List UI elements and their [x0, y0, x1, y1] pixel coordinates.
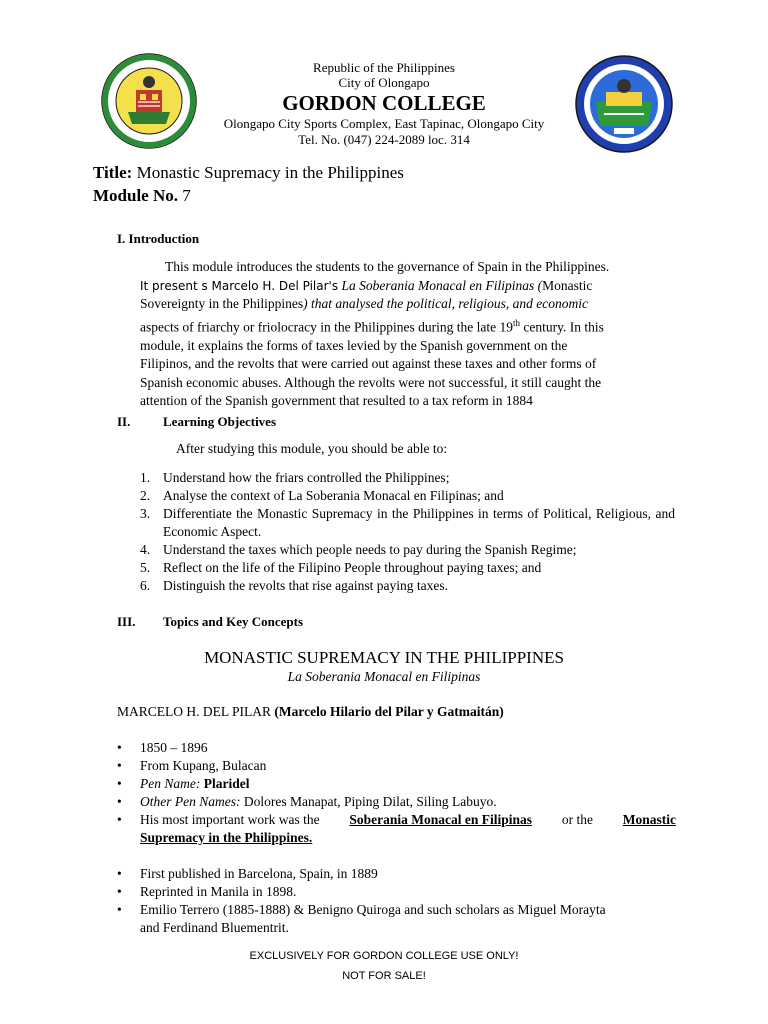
module-label: Module No.	[93, 186, 178, 205]
objective-text: Analyse the context of La Soberania Monacal en Filipinas; and	[163, 488, 504, 503]
header-college-name: GORDON COLLEGE	[282, 91, 486, 115]
intro-paragraph	[140, 258, 676, 411]
header-city: City of Olongapo	[338, 75, 430, 90]
bullet-other-pen-names: Other Pen Names: Dolores Manapat, Piping Dilat, Siling Labuyo.	[140, 794, 497, 809]
work-english-title: Supremacy in the Philippines.	[140, 830, 313, 845]
module-value: 7	[182, 186, 191, 205]
bullet-years: 1850 – 1896	[140, 740, 208, 755]
objective-number: 3.	[140, 506, 151, 521]
title-line	[93, 163, 404, 183]
objective-text: Distinguish the revolts that rise against paying taxes.	[163, 578, 448, 593]
intro-line-4: aspects of friarchy or friolocracy in the Philippines during the late 19th century. In this	[140, 317, 604, 334]
intro-line-2: It present s Marcelo H. Del Pilar's La Soberania Monacal en Filipinas (Monastic	[140, 277, 593, 293]
objective-text: Understand the taxes which people needs to pay during the Spanish Regime;	[163, 542, 577, 557]
bullet-dot: •	[117, 740, 122, 755]
title-label: Title:	[93, 163, 133, 182]
intro-line-5: module, it explains the forms of taxes levied by the Spanish government on the	[140, 337, 568, 353]
header-republic: Republic of the Philippines	[313, 60, 455, 75]
objective-text: Understand how the friars controlled the Philippines;	[163, 470, 450, 485]
bullet-dot: •	[117, 902, 122, 917]
objective-number: 6.	[140, 578, 151, 593]
bullet-dot: •	[117, 884, 122, 899]
bullet-reprinted: Reprinted in Manila in 1898.	[140, 884, 297, 899]
intro-line-6: Filipinos, and the revolts that were carried out against these taxes and other forms of	[140, 356, 597, 371]
header-address: Olongapo City Sports Complex, East Tapinac, Olongapo City	[223, 116, 545, 131]
bullet-important-work: His most important work was the Soberania Monacal en Filipinas or the Monastic Supremacy in the Philippines.	[140, 812, 676, 845]
bullet-dot: •	[117, 794, 122, 809]
bullet-dot: •	[117, 776, 122, 791]
bullet-first-published: First published in Barcelona, Spain, in 1889	[140, 866, 378, 881]
topic-main-title: MONASTIC SUPREMACY IN THE PHILIPPINES	[204, 648, 564, 667]
footer-exclusive-notice: EXCLUSIVELY FOR GORDON COLLEGE USE ONLY!	[249, 950, 519, 962]
author-line	[117, 703, 504, 721]
objectives-heading: Learning Objectives	[163, 414, 277, 429]
objective-number: 1.	[140, 470, 151, 485]
work-title-link: Soberania Monacal en Filipinas	[349, 812, 533, 827]
author-name: MARCELO H. DEL PILAR	[117, 704, 271, 719]
author-full-name: (Marcelo Hilario del Pilar y Gatmaitán)	[274, 704, 504, 719]
title-value: Monastic Supremacy in the Philippines	[136, 163, 404, 182]
header-phone: Tel. No. (047) 224-2089 loc. 314	[298, 132, 470, 147]
objective-number: 4.	[140, 542, 151, 557]
intro-line-8: attention of the Spanish government that resulted to a tax reform in 1884	[140, 393, 533, 408]
intro-heading: I. Introduction	[117, 231, 200, 246]
objectives-lead: After studying this module, you should be able to:	[176, 441, 448, 456]
bullet-hometown: From Kupang, Bulacan	[140, 758, 267, 773]
objectives-number: II.	[117, 414, 131, 429]
bullet-dot: •	[117, 812, 122, 827]
bullet-dot: •	[117, 758, 122, 773]
intro-line-3: Sovereignty in the Philippines) that analysed the political, religious, and economic	[140, 296, 588, 311]
objective-number: 5.	[140, 560, 151, 575]
intro-line-7: Spanish economic abuses. Although the revolts were not successful, it still caught the	[140, 374, 602, 390]
topic-subtitle: La Soberania Monacal en Filipinas	[287, 669, 481, 684]
topics-number: III.	[117, 614, 136, 629]
module-line	[93, 186, 191, 206]
topics-heading: Topics and Key Concepts	[163, 614, 304, 629]
bullet-dot: •	[117, 866, 122, 881]
objective-number: 2.	[140, 488, 151, 503]
bullet-pen-name: Pen Name: Plaridel	[140, 776, 250, 791]
objective-text: Differentiate the Monastic Supremacy in the Philippines in terms of Political, Religious, and Economic Aspect.	[163, 506, 675, 539]
intro-line-1: This module introduces the students to the governance of Spain in the Philippines.	[165, 259, 610, 274]
objective-text: Reflect on the life of the Filipino People throughout paying taxes; and	[163, 560, 542, 575]
footer-not-for-sale: NOT FOR SALE!	[342, 970, 426, 982]
bullet-scholars: Emilio Terrero (1885-1888) & Benigno Quiroga and such scholars as Miguel Morayta and Ferdinand Bluementrit.	[140, 902, 606, 935]
